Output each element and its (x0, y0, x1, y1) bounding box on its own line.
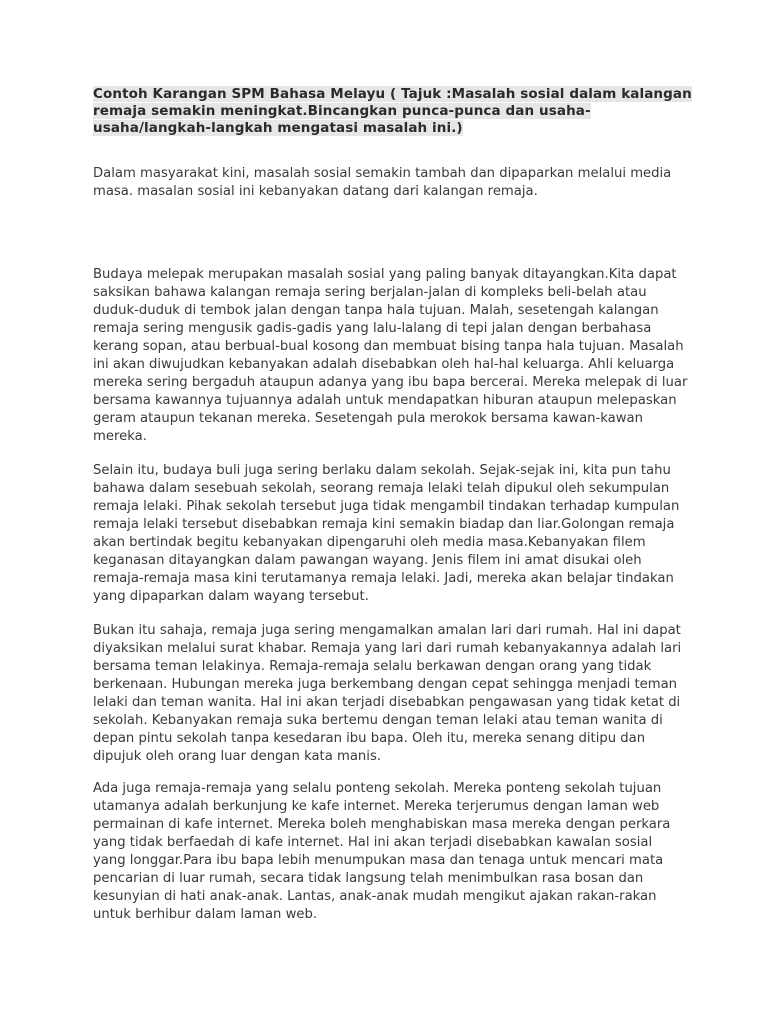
text-line: permainan di kafe internet. Mereka boleh menghabiskan masa mereka dengan perkara (93, 817, 671, 832)
text-line: keganasan ditayangkan dalam pawangan wayang. Jenis filem ini amat disukai oleh (93, 553, 642, 568)
intro-paragraph (93, 165, 671, 201)
text-line: kerang sopan, atau berbual-bual kosong dan membuat bising tanpa hala tujuan. Masalah (93, 339, 684, 354)
text-line: bersama kawannya tujuannya adalah untuk mendapatkan hiburan ataupun melepaskan (93, 393, 677, 408)
text-line: Bukan itu sahaja, remaja juga sering mengamalkan amalan lari dari rumah. Hal ini dapat (93, 623, 681, 638)
title-line: usaha/langkah-langkah mengatasi masalah ini.) (93, 120, 463, 136)
text-line: mereka. (93, 429, 147, 444)
text-line: berkenaan. Hubungan mereka juga berkembang dengan cepat sehingga menjadi teman (93, 677, 678, 692)
text-line: yang dipaparkan dalam wayang tersebut. (93, 589, 369, 604)
text-line: akan bertindak begitu kebanyakan dipengaruhi oleh media masa.Kebanyakan filem (93, 535, 646, 550)
text-line: untuk berhibur dalam laman web. (93, 907, 318, 922)
text-line: yang tidak berfaedah di kafe internet. Hal ini akan terjadi disebabkan kawalan sosial (93, 835, 653, 850)
paragraph-ponteng (93, 780, 670, 924)
text-line: mereka sering bergaduh ataupun adanya yang ibu bapa bercerai. Mereka melepak di luar (93, 375, 688, 390)
text-line: lelaki dan teman wanita. Hal ini akan terjadi disebabkan pengawasan yang tidak ketat di (93, 695, 681, 710)
text-line: geram ataupun tekanan mereka. Sesetengah pula merokok bersama kawan-kawan (93, 411, 643, 426)
text-line: yang longgar.Para ibu bapa lebih menumpukan masa dan tenaga untuk mencari mata (93, 853, 664, 868)
text-line: bahawa dalam sesebuah sekolah, seorang remaja lelaki telah dipukul oleh sekumpulan (93, 481, 670, 496)
text-line: remaja lelaki tersebut disebabkan remaja kini semakin biadap dan liar.Golongan remaja (93, 517, 675, 532)
text-line: remaja-remaja masa kini terutamanya remaja lelaki. Jadi, mereka akan belajar tindakan (93, 571, 674, 586)
text-line: remaja lelaki. Pihak sekolah tersebut juga tidak mengambil tindakan terhadap kumpulan (93, 499, 680, 514)
text-line: saksikan bahawa kalangan remaja sering berjalan-jalan di kompleks beli-belah atau (93, 285, 647, 300)
text-line: pencarian di luar rumah, secara tidak langsung telah menimbulkan rasa bosan dan (93, 871, 644, 886)
paragraph-lari-rumah (93, 622, 681, 766)
text-line: Selain itu, budaya buli juga sering berlaku dalam sekolah. Sejak-sejak ini, kita pun tahu (93, 463, 671, 478)
text-line: ini akan diwujudkan kebanyakan adalah disebabkan oleh hal-hal keluarga. Ahli keluarga (93, 357, 675, 372)
text-line: duduk-duduk di tembok jalan dengan tanpa hala tujuan. Malah, sesetengah kalangan (93, 303, 659, 318)
text-line: kesunyian di hati anak-anak. Lantas, anak-anak mudah mengikut ajakan rakan-rakan (93, 889, 657, 904)
text-line: Budaya melepak merupakan masalah sosial yang paling banyak ditayangkan.Kita dapat (93, 267, 677, 282)
text-line: utamanya adalah berkunjung ke kafe internet. Mereka terjerumus dengan laman web (93, 799, 660, 814)
text-line: remaja sering mengusik gadis-gadis yang lalu-lalang di tepi jalan dengan berbahasa (93, 321, 652, 336)
title-line: Contoh Karangan SPM Bahasa Melayu ( Tajuk :Masalah sosial dalam kalangan (93, 86, 692, 102)
text-line: Ada juga remaja-remaja yang selalu ponteng sekolah. Mereka ponteng sekolah tujuan (93, 781, 662, 796)
paragraph-melepak (93, 266, 687, 446)
text-line: sekolah. Kebanyakan remaja suka bertemu dengan teman lelaki atau teman wanita di (93, 713, 663, 728)
paragraph-buli (93, 462, 679, 606)
text-line: Dalam masyarakat kini, masalah sosial semakin tambah dan dipaparkan melalui media (93, 166, 672, 181)
document-title (93, 86, 692, 137)
title-line: remaja semakin meningkat.Bincangkan punca-punca dan usaha- (93, 103, 591, 119)
document-page (93, 86, 692, 922)
text-line: depan pintu sekolah tanpa kesedaran ibu bapa. Oleh itu, mereka senang ditipu dan (93, 731, 646, 746)
text-line: diyaksikan melalui surat khabar. Remaja yang lari dari rumah kebanyakannya adalah lari (93, 641, 682, 656)
text-line: dipujuk oleh orang luar dengan kata manis. (93, 749, 382, 764)
text-line: masa. masalan sosial ini kebanyakan datang dari kalangan remaja. (93, 184, 538, 199)
text-line: bersama teman lelakinya. Remaja-remaja selalu berkawan dengan orang yang tidak (93, 659, 652, 674)
